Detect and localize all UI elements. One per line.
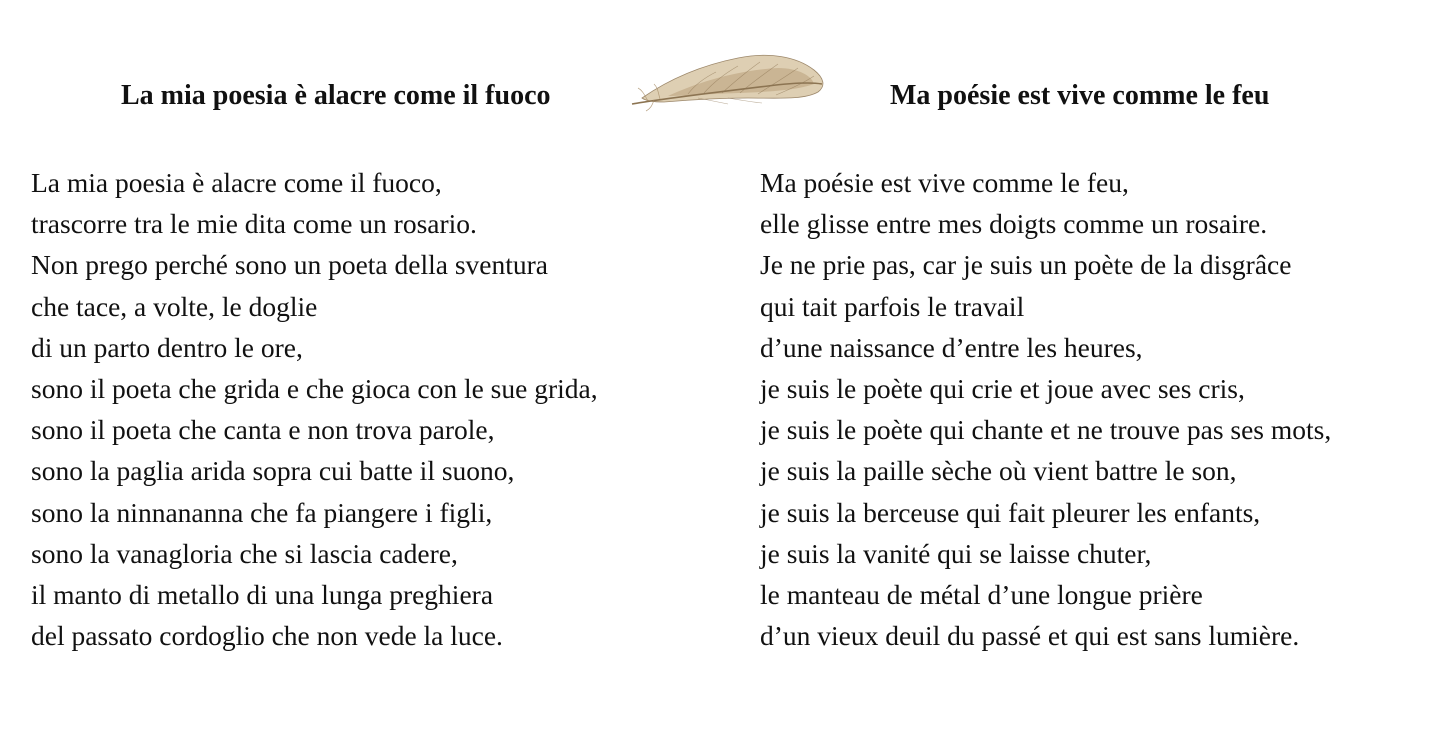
poem-line: Non prego perché sono un poeta della sventura <box>31 249 548 281</box>
poem-line: sono il poeta che grida e che gioca con le sue grida, <box>31 372 598 404</box>
poem-line: je suis la berceuse qui fait pleurer les enfants, <box>760 496 1261 528</box>
poem-line: Je ne prie pas, car je suis un poète de la disgrâce <box>760 249 1292 281</box>
italian-poem-title: La mia poesia è alacre come il fuoco <box>121 80 551 111</box>
poem-line: La mia poesia è alacre come il fuoco, <box>31 167 442 198</box>
italian-poem-lines <box>31 162 598 656</box>
poem-line: sono la paglia arida sopra cui batte il suono, <box>31 455 515 487</box>
feather-icon <box>628 46 828 112</box>
poem-line: elle glisse entre mes doigts comme un rosaire. <box>760 208 1268 240</box>
poem-line: di un parto dentro le ore, <box>31 331 303 363</box>
poem-line: d’une naissance d’entre les heures, <box>760 331 1143 363</box>
poem-line: che tace, a volte, le doglie <box>31 290 318 322</box>
poem-line: sono la ninnananna che fa piangere i figli, <box>31 496 493 528</box>
poem-line: d’un vieux deuil du passé et qui est sans lumière. <box>760 620 1300 652</box>
poem-line: del passato cordoglio che non vede la luce. <box>31 620 503 652</box>
poem-line: qui tait parfois le travail <box>760 290 1025 322</box>
french-poem-title: Ma poésie est vive comme le feu <box>890 80 1270 111</box>
poem-line: Ma poésie est vive comme le feu, <box>760 167 1129 198</box>
poem-line: sono il poeta che canta e non trova parole, <box>31 414 495 446</box>
poem-line: le manteau de métal d’une longue prière <box>760 578 1203 610</box>
poem-line: je suis le poète qui chante et ne trouve pas ses mots, <box>760 414 1332 446</box>
poem-line: je suis le poète qui crie et joue avec ses cris, <box>760 372 1245 404</box>
poem-line: trascorre tra le mie dita come un rosario. <box>31 208 477 240</box>
poem-line: je suis la paille sèche où vient battre le son, <box>760 455 1237 487</box>
poem-line: sono la vanagloria che si lascia cadere, <box>31 537 458 569</box>
french-poem-lines <box>760 162 1331 656</box>
poem-line: je suis la vanité qui se laisse chuter, <box>760 537 1152 569</box>
poem-line: il manto di metallo di una lunga preghiera <box>31 578 494 610</box>
